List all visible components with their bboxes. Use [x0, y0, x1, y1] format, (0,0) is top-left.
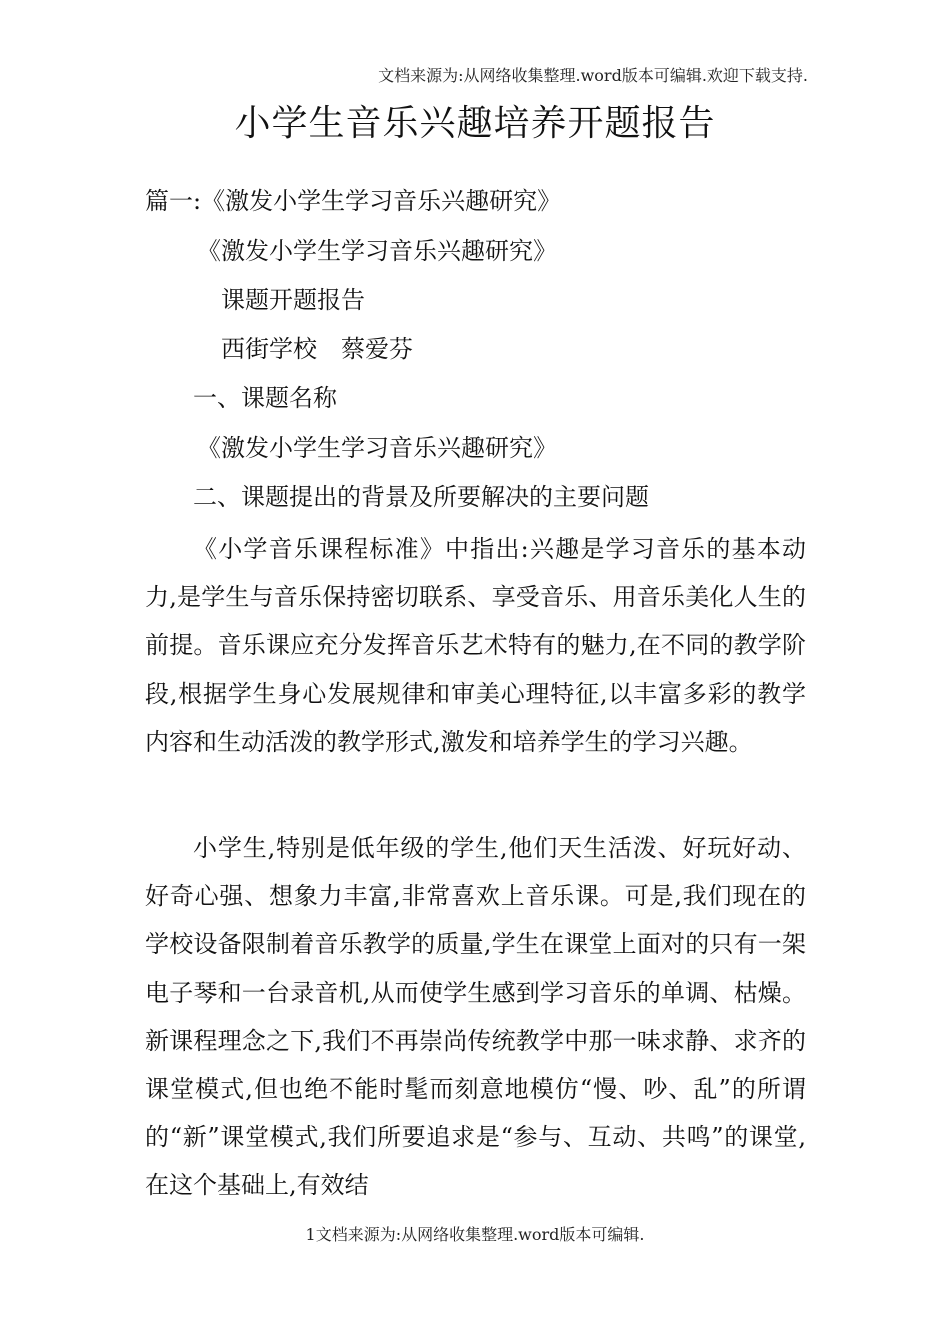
body-paragraph-2: 小学生,特别是低年级的学生,他们天生活泼、好玩好动、好奇心强、想象力丰富,非常喜欢上音乐课。可是,我们现在的学校设备限制着音乐教学的质量,学生在课堂上面对的只有一架电子琴和一台录音机,从而使学生感到学习音乐的单调、枯燥。新课程理念之下,我们不再崇尚传统教学中那一味求静、求齐的课堂模式,但也绝不能时髦而刻意地模仿“慢、吵、乱”的所谓的“新”课堂模式,我们所要追求是“参与、互动、共鸣”的课堂,在这个基础上,有效结: [145, 834, 806, 1200]
heading-topic-name: 一、课题名称: [193, 384, 337, 412]
header-source-note: 文档来源为:从网络收集整理.word版本可编辑.欢迎下载支持.: [378, 66, 808, 85]
report-label: 课题开题报告: [221, 286, 365, 314]
page-number: 1: [305, 1225, 316, 1244]
footer-note: [0, 1225, 950, 1245]
section-heading: 篇一:《激发小学生学习音乐兴趣研究》: [145, 187, 562, 215]
subtitle: 《激发小学生学习音乐兴趣研究》: [197, 237, 557, 265]
topic-name: 《激发小学生学习音乐兴趣研究》: [197, 434, 557, 462]
document-title: 小学生音乐兴趣培养开题报告: [234, 103, 716, 144]
footer-source-note: 文档来源为:从网络收集整理.word版本可编辑.: [315, 1225, 645, 1244]
author-line: 西街学校 蔡爱芬: [221, 335, 413, 363]
body-paragraph-1: 《小学音乐课程标准》中指出:兴趣是学习音乐的基本动力,是学生与音乐保持密切联系、享受音乐、用音乐美化人生的前提。音乐课应充分发挥音乐艺术特有的魅力,在不同的教学阶段,根据学生身心发展规律和审美心理特征,以丰富多彩的教学内容和生动活泼的教学形式,激发和培养学生的学习兴趣。: [145, 535, 806, 756]
heading-background: 二、课题提出的背景及所要解决的主要问题: [193, 483, 649, 511]
